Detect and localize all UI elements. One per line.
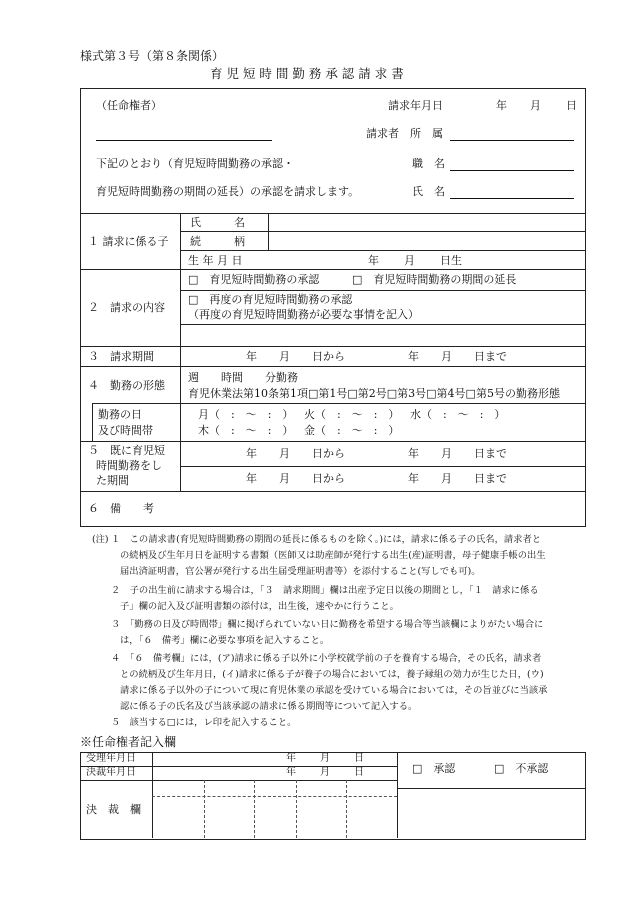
statement-line2: 育児短時間勤務の期間の延長）の承認を請求します。 [96,185,360,198]
name-label: 氏 名 [412,185,445,198]
section3-label: ３ 請求期間 [88,350,154,363]
name-field[interactable] [450,198,574,199]
monday-hours[interactable]: 月（ : ～ : ） [198,408,294,421]
note2-line2: 子」欄の記入及び証明書類の添付は，出生後，速やかに行うこと。 [120,601,399,612]
birth-year: 年 [368,254,379,267]
decided-year: 年 [286,767,296,778]
decided-day: 日 [354,767,364,778]
decided-month: 月 [320,767,330,778]
note1-line3: 届出済証明書，官公署が発行する出生届受理証明書等）を添付すること(写しでも可)。 [120,566,481,577]
approve-checkbox[interactable]: □ 承認 [412,762,456,775]
option-approval[interactable]: □ 育児短時間勤務の承認 [188,273,320,286]
period-to[interactable]: 年 月 日まで [408,350,507,363]
thursday-hours[interactable]: 木（ : ～ : ） [198,424,294,437]
appointer-label: （任命権者） [96,99,162,112]
work-days-label2: 及び時間帯 [98,424,153,437]
weekly-hours[interactable]: 週 時間 分勤務 [188,371,298,384]
received-year: 年 [286,753,296,764]
note5: ５ 該当する□には，レ印を記入すること。 [111,717,297,728]
note2-line1: ２ 子の出生前に請求する場合は，「３ 請求期間」欄は出産予定日以後の期間とし，「１ 請求に係る [111,585,539,596]
notes-marker: (注) [92,534,109,545]
received-date-label: 受理年月日 [86,753,136,764]
work-days-label1: 勤務の日 [98,408,142,421]
section6-label: ６ 備 考 [88,502,154,515]
child-birthdate-label: 生 年 月 日 [188,254,243,267]
form-number: 様式第３号（第８条関係） [80,49,225,63]
reject-checkbox[interactable]: □ 不承認 [494,762,549,775]
request-year: 年 [496,99,507,112]
note3-line2: は，「６ 備考」欄に必要な事項を記入すること。 [120,635,330,646]
option-extension[interactable]: □ 育児短時間勤務の期間の延長 [352,273,517,286]
reapproval-note: （再度の育児短時間勤務が必要な事情を記入） [188,308,419,321]
prior-period1-to[interactable]: 年 月 日まで [408,447,507,460]
tuesday-hours[interactable]: 火（ : ～ : ） [304,408,400,421]
statement-line1: 下記のとおり（育児短時間勤務の承認・ [96,157,294,170]
affiliation-label: 請求者 所 属 [366,127,443,140]
request-day: 日 [566,99,577,112]
child-relation-label: 続 柄 [190,235,245,248]
note1-line2: の続柄及び生年月日を証明する書類（医師又は助産師が発行する出生(産)証明書，母子健康手帳の出生 [120,550,546,561]
section5-label1: ５ 既に育児短 [88,444,165,457]
page-title: 育 児 短 時 間 勤 務 承 認 請 求 書 [210,66,404,81]
law-forms[interactable]: 育児休業法第10条第1項□第1号□第2号□第3号□第4号□第5号の勤務形態 [188,387,560,400]
note1-line1: １ この請求書(育児短時間勤務の期間の延長に係るものを除く。)には，請求に係る子の氏名，請求者と [111,534,542,545]
option-reapproval[interactable]: □ 再度の育児短時間勤務の承認 [188,293,353,306]
request-month: 月 [530,99,541,112]
appointer-name-line[interactable] [96,140,272,141]
decided-date-label: 決裁年月日 [86,767,136,778]
request-date-label: 請求年月日 [388,99,443,112]
birth-day: 日生 [440,254,462,267]
note4-line3: 請求に係る子以外の子について現に育児休業の承認を受けている場合においては，その旨並びに当該承 [120,685,548,696]
position-label: 職 名 [412,157,445,170]
child-name-label: 氏 名 [190,216,245,229]
appointer-section-title: ※任命権者記入欄 [80,735,177,749]
prior-period1-from[interactable]: 年 月 日から [246,447,345,460]
received-month: 月 [320,753,330,764]
note4-line4: 認に係る子の氏名及び当該承認の請求に係る期間等について記入する。 [120,701,418,712]
section5-label3: た期間 [96,474,129,487]
prior-period2-to[interactable]: 年 月 日まで [408,472,507,485]
birth-month: 月 [404,254,415,267]
position-field[interactable] [450,170,574,171]
note3-line1: ３ 「勤務の日及び時間帯」欄に掲げられていない日に勤務を希望する場合等当該欄によりがたい場合に [111,619,544,630]
section1-label: １ 請求に係る子 [88,235,169,248]
affiliation-field[interactable] [450,140,574,141]
section5-label2: 時間勤務をし [96,459,162,472]
section4-label: ４ 勤務の形態 [88,379,165,392]
period-from[interactable]: 年 月 日から [246,350,345,363]
note4-line1: ４ 「６ 備考欄」には，(ア)請求に係る子以外に小学校就学前の子を養育する場合，その氏名，請求者 [111,653,542,664]
note4-line2: との続柄及び生年月日，(イ)請求に係る子が養子の場合においては，養子縁組の効力が生じた日，(ウ) [120,669,544,680]
friday-hours[interactable]: 金（ : ～ : ） [304,424,400,437]
section2-label: ２ 請求の内容 [88,301,165,314]
approval-label: 決 裁 欄 [86,803,141,816]
received-day: 日 [354,753,364,764]
prior-period2-from[interactable]: 年 月 日から [246,472,345,485]
wednesday-hours[interactable]: 水（ : ～ : ） [410,408,506,421]
